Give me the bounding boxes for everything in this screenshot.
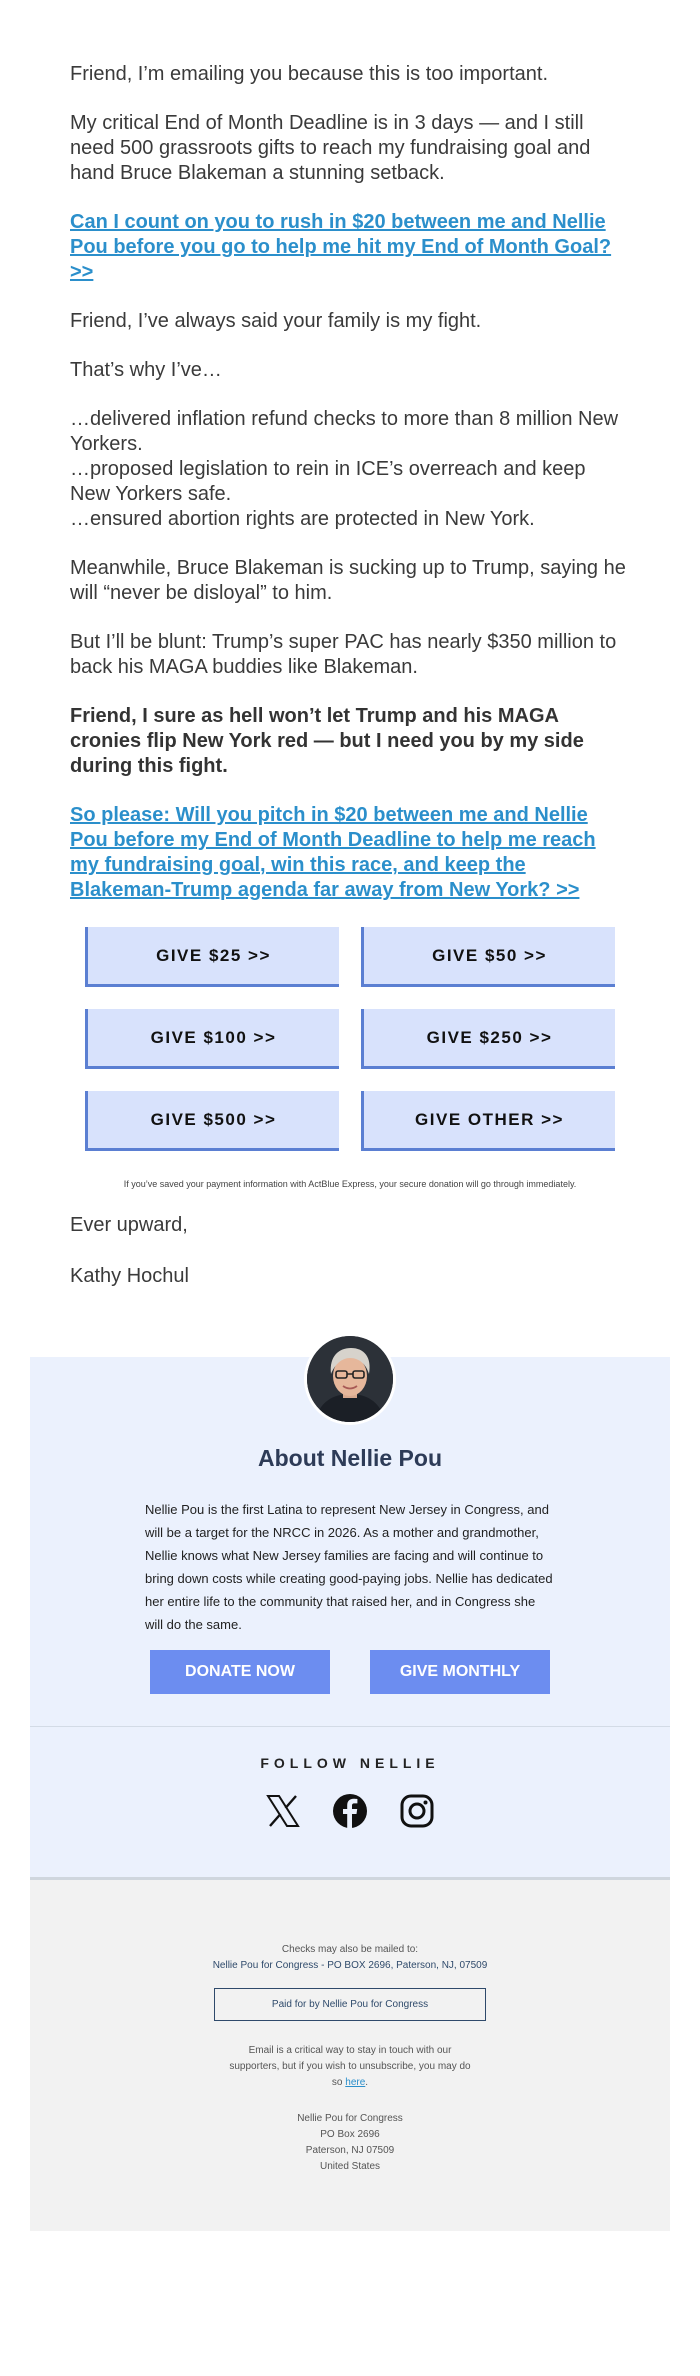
checks-address: Nellie Pou for Congress - PO BOX 2696, Paterson, NJ, 07509	[212, 1960, 488, 1971]
x-icon[interactable]	[265, 1793, 301, 1829]
follow-section	[30, 1726, 670, 1880]
deadline-paragraph: My critical End of Month Deadline is in 3 days — and I still need 500 grassroots gifts to reach my fundraising goal and hand Bruce Blakeman a stunning setback.	[70, 112, 591, 184]
unsubscribe-message: Email is a critical way to stay in touch with our supporters, but if you wish to unsubscribe, you may do so	[229, 2045, 471, 2088]
give-250-button[interactable]: GIVE $250 >>	[361, 1009, 615, 1069]
signoff-block	[0, 1213, 700, 1289]
give-monthly-button[interactable]: GIVE MONTHLY	[370, 1650, 550, 1694]
portrait-image	[307, 1336, 393, 1422]
follow-title: FOLLOW NELLIE	[260, 1755, 440, 1771]
address-line: United States	[319, 2161, 381, 2172]
mailing-address	[30, 2111, 670, 2175]
actblue-note: If you’ve saved your payment information with ActBlue Express, your secure donation will go through immediately.	[123, 1179, 577, 1189]
give-button-grid	[85, 927, 615, 1151]
about-bio: Nellie Pou is the first Latina to represent New Jersey in Congress, and will be a target for the NRCC in 2026. As a mother and grandmother, Nellie knows what New Jersey families are facing and will continue to bring down costs while creating good-paying jobs. Nellie has dedicated her entire life to the community that raised her, and in Congress she will do the same.	[145, 1502, 553, 1632]
bold-paragraph: Friend, I sure as hell won’t let Trump and his MAGA cronies flip New York red — but I need you by my side during this fight.	[70, 705, 584, 777]
facebook-icon[interactable]	[332, 1793, 368, 1829]
email-body	[0, 62, 700, 903]
about-title: About Nellie Pou	[258, 1445, 442, 1471]
address-line: PO Box 2696	[320, 2129, 380, 2140]
unsubscribe-period: .	[365, 2077, 369, 2088]
checks-label: Checks may also be mailed to:	[281, 1944, 419, 1955]
signoff-text: Ever upward,	[70, 1214, 188, 1236]
meanwhile-paragraph: Meanwhile, Bruce Blakeman is sucking up to Trump, saying he will “never be disloyal” to him.	[70, 557, 626, 604]
address-line: Nellie Pou for Congress	[297, 2113, 403, 2124]
paid-for-by-box: Paid for by Nellie Pou for Congress	[214, 1988, 486, 2021]
about-buttons	[150, 1650, 550, 1694]
thats-why-paragraph: That’s why I’ve…	[70, 359, 222, 381]
give-100-button[interactable]: GIVE $100 >>	[85, 1009, 339, 1069]
footer	[30, 1880, 670, 2231]
about-section	[30, 1357, 670, 1726]
avatar	[304, 1333, 396, 1425]
donate-link-1[interactable]: Can I count on you to rush in $20 between me and Nellie Pou before you go to help me hit my End of Month Goal? >>	[70, 211, 612, 283]
accomplishment-item: …delivered inflation refund checks to more than 8 million New Yorkers.	[70, 408, 619, 455]
social-icons	[30, 1793, 670, 1829]
donate-now-button[interactable]: DONATE NOW	[150, 1650, 330, 1694]
give-500-button[interactable]: GIVE $500 >>	[85, 1091, 339, 1151]
family-paragraph: Friend, I’ve always said your family is my fight.	[70, 310, 482, 332]
give-other-button[interactable]: GIVE OTHER >>	[361, 1091, 615, 1151]
signature: Kathy Hochul	[70, 1265, 189, 1287]
give-25-button[interactable]: GIVE $25 >>	[85, 927, 339, 987]
unsubscribe-text	[225, 2043, 475, 2091]
give-50-button[interactable]: GIVE $50 >>	[361, 927, 615, 987]
accomplishment-item: …proposed legislation to rein in ICE’s overreach and keep New Yorkers safe.	[70, 458, 586, 505]
accomplishment-item: …ensured abortion rights are protected in New York.	[70, 508, 535, 530]
instagram-icon[interactable]	[399, 1793, 435, 1829]
accomplishments-list	[70, 407, 630, 532]
donate-link-2[interactable]: So please: Will you pitch in $20 between me and Nellie Pou before my End of Month Deadline to help me reach my fundraising goal, win this race, and keep the Blakeman-Trump agenda far away from New York? >>	[70, 804, 596, 901]
address-line: Paterson, NJ 07509	[305, 2145, 395, 2156]
intro-paragraph: Friend, I’m emailing you because this is too important.	[70, 63, 548, 85]
unsubscribe-link[interactable]: here	[345, 2077, 366, 2088]
blunt-paragraph: But I’ll be blunt: Trump’s super PAC has nearly $350 million to back his MAGA buddies like Blakeman.	[70, 631, 617, 678]
